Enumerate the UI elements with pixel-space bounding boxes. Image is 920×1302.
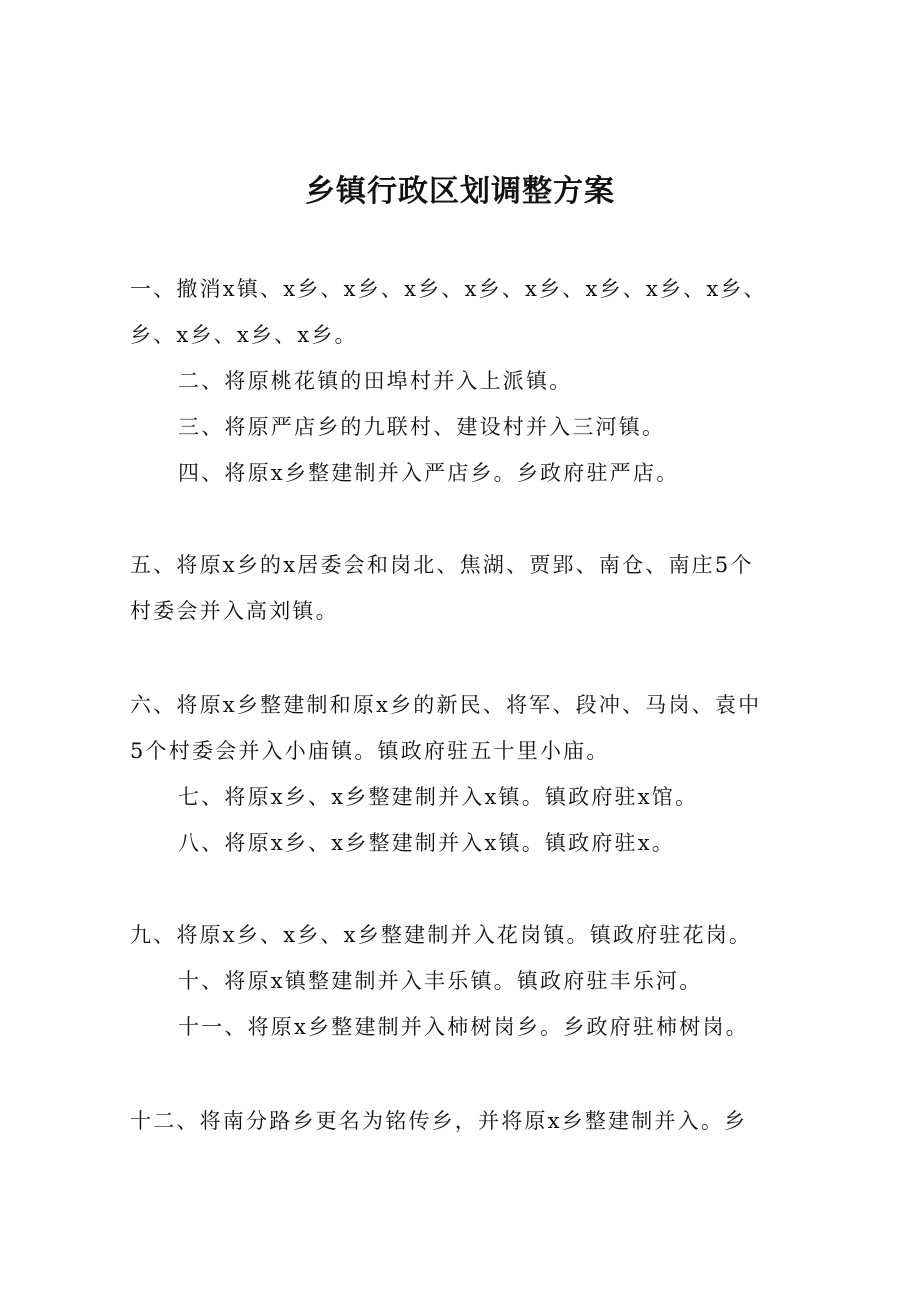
paragraph-7 (178, 774, 848, 820)
paragraph-line: 一、撤消x镇、x乡、x乡、x乡、x乡、x乡、x乡、x乡、x乡、 (130, 277, 767, 301)
paragraph-12 (130, 1098, 800, 1144)
paragraph-10 (178, 958, 848, 1004)
paragraph-3 (178, 404, 848, 450)
paragraph-9 (130, 912, 800, 958)
paragraph-line: 二、将原桃花镇的田埠村并入上派镇。 (178, 369, 573, 393)
paragraph-line: 五、将原x乡的x居委会和岗北、焦湖、贾郢、南仓、南庄5个 (130, 553, 754, 577)
paragraph-5 (130, 542, 800, 634)
paragraph-4 (178, 450, 848, 496)
paragraph-line: 六、将原x乡整建制和原x乡的新民、将军、段冲、马岗、袁中 (130, 693, 762, 717)
paragraph-line: 5个村委会并入小庙镇。镇政府驻五十里小庙。 (130, 739, 610, 763)
paragraph-11 (178, 1004, 848, 1050)
paragraph-8 (178, 820, 848, 866)
paragraph-line: 村委会并入高刘镇。 (130, 599, 339, 623)
paragraph-2 (178, 358, 848, 404)
paragraph-line: 八、将原x乡、x乡整建制并入x镇。镇政府驻x。 (178, 831, 675, 855)
paragraph-line: 四、将原x乡整建制并入严店乡。乡政府驻严店。 (178, 461, 680, 485)
document-title: 乡镇行政区划调整方案 (305, 174, 615, 209)
paragraph-line: 乡、x乡、x乡、x乡。 (130, 323, 358, 347)
paragraph-line: 十一、将原x乡整建制并入柿树岗乡。乡政府驻柿树岗。 (178, 1015, 749, 1039)
paragraph-line: 三、将原严店乡的九联村、建设村并入三河镇。 (178, 415, 666, 439)
paragraph-line: 九、将原x乡、x乡、x乡整建制并入花岗镇。镇政府驻花岗。 (130, 923, 753, 947)
paragraph-line: 十二、将南分路乡更名为铭传乡，并将原x乡整建制并入。乡 (130, 1109, 748, 1133)
paragraph-line: 十、将原x镇整建制并入丰乐镇。镇政府驻丰乐河。 (178, 969, 703, 993)
paragraph-1 (130, 266, 800, 358)
paragraph-line: 七、将原x乡、x乡整建制并入x镇。镇政府驻x馆。 (178, 785, 699, 809)
paragraph-6 (130, 682, 800, 774)
